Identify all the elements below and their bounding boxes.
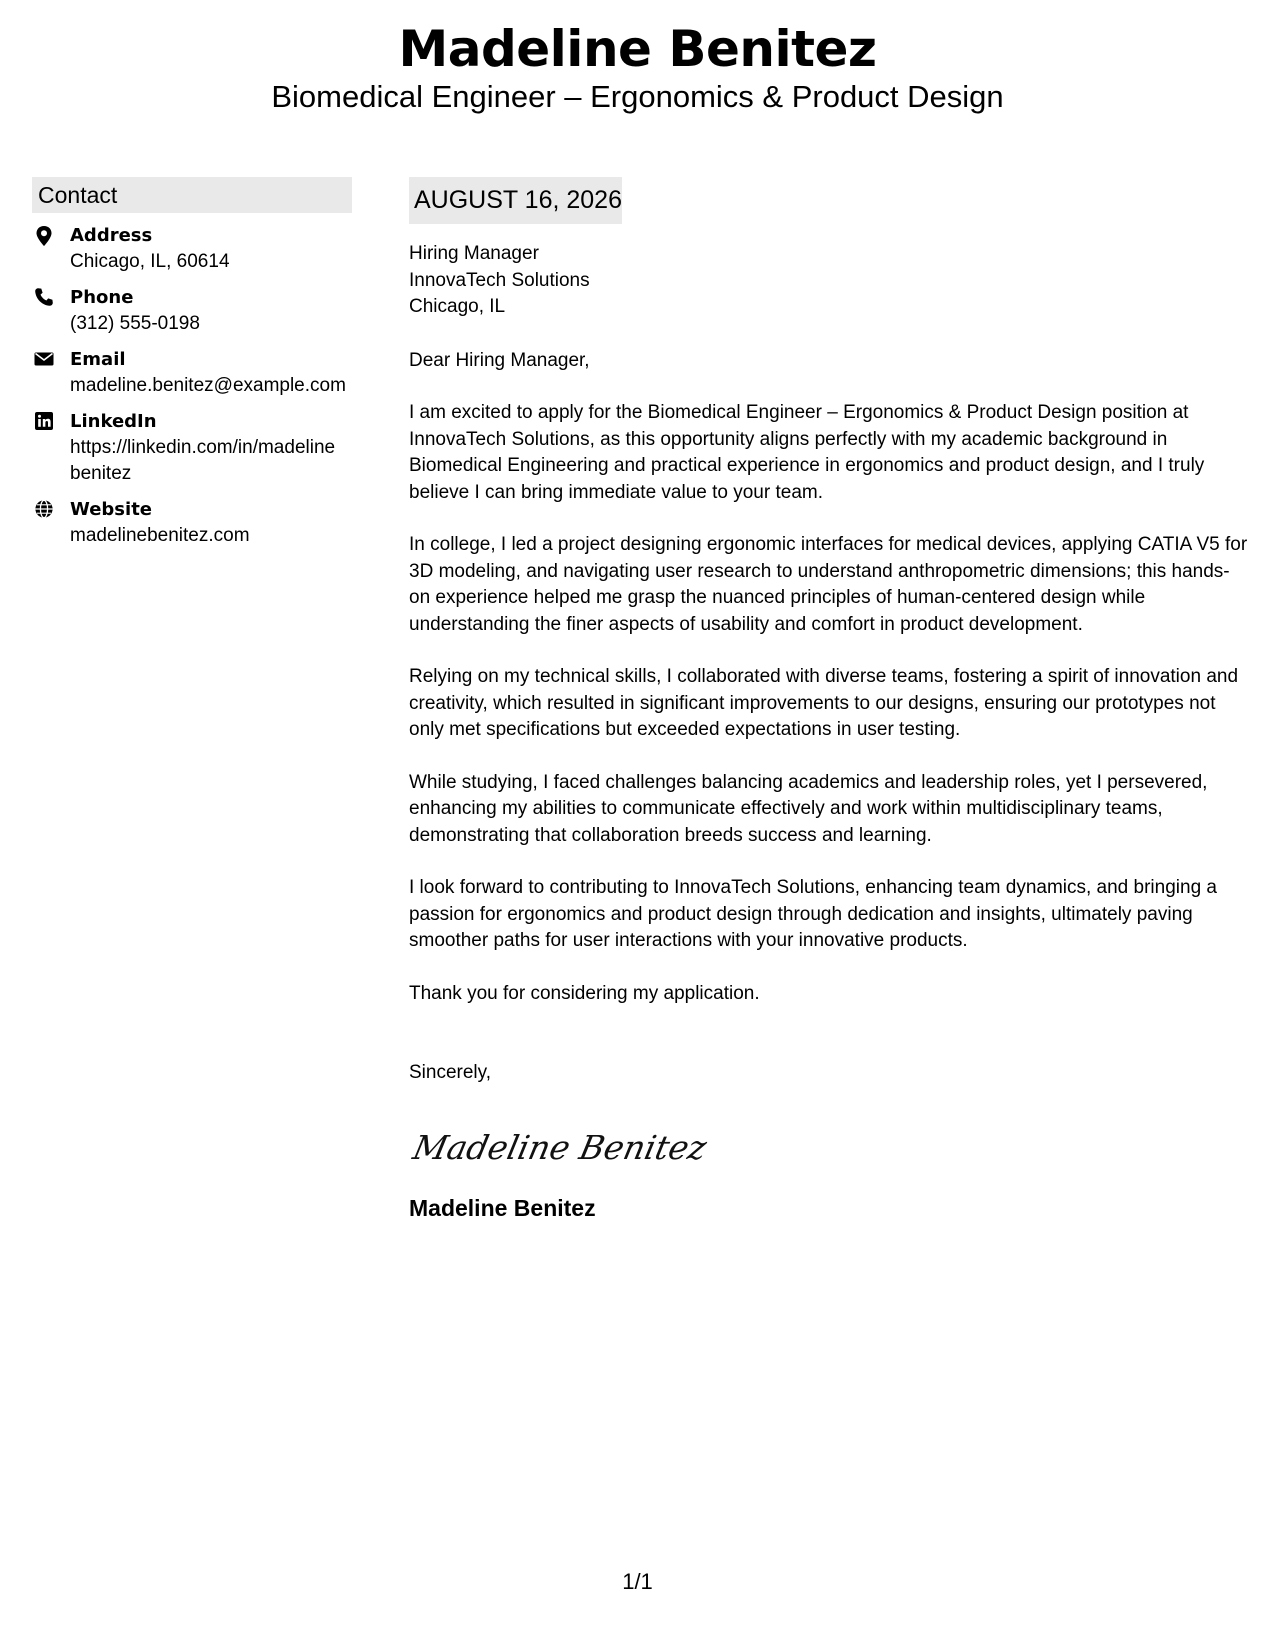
linkedin-value[interactable]: https://linkedin.com/in/madeline​benitez: [70, 437, 336, 484]
recipient-block: [409, 241, 1249, 321]
contact-label: Phone: [70, 287, 134, 308]
contact-heading: Contact: [32, 177, 352, 213]
contact-label: Address: [70, 225, 153, 246]
letter-paragraph: Thank you for considering my application.: [409, 982, 760, 1004]
email-value[interactable]: madeline.benitez@example.com: [70, 375, 346, 396]
address-value: Chicago, IL, 60614: [70, 251, 230, 272]
letter-paragraph: I am excited to apply for the Biomedical Engineer – Ergonomics & Product Design position at InnovaTech Solutions, as this opportunity aligns perfectly with my academic background in Biomedical Engineering and practical experience in ergonomics and product design, and I truly believe I can bring immediate value to your team.: [409, 402, 1205, 503]
contact-label: LinkedIn: [70, 411, 157, 432]
contact-item-linkedin: [32, 409, 352, 487]
map-pin-icon: [34, 225, 54, 245]
contact-item-address: [32, 223, 352, 275]
applicant-name: Madeline Benitez: [398, 20, 877, 78]
letter-paragraph: Relying on my technical skills, I collaborated with diverse teams, fostering a spirit of innovation and creativity, which resulted in significant improvements to our designs, ensuring our prototypes not only met specifications but exceeded expectations in user testing.: [409, 666, 1239, 740]
handwritten-signature: [409, 1123, 1249, 1173]
contact-label: Website: [70, 499, 153, 520]
contact-item-email: [32, 347, 352, 399]
letter-paragraph: In college, I led a project designing ergonomic interfaces for medical devices, applying CATIA V5 for 3D modeling, and navigating user research to understand anthropometric dimensions; this hands-on experience helped me grasp the nuanced principles of human-centered design while understanding the finer aspects of usability and comfort in product development.: [409, 534, 1248, 635]
signed-name: Madeline Benitez: [409, 1194, 596, 1221]
contact-list: [32, 223, 352, 549]
phone-value: (312) 555-0198: [70, 313, 200, 334]
page-number: 1/1: [622, 1569, 653, 1594]
recipient-line: Hiring Manager: [409, 243, 539, 264]
letter-paragraph: While studying, I faced challenges balancing academics and leadership roles, yet I persevered, enhancing my abilities to communicate effectively and work within multidisciplinary teams, demonstrating that collaboration breeds success and learning.: [409, 771, 1208, 846]
letter-body: [409, 177, 1249, 1223]
globe-icon: [34, 499, 54, 519]
signature-text: Madeline Benitez: [409, 1127, 711, 1167]
contact-item-website: [32, 497, 352, 549]
contact-sidebar: [32, 177, 352, 559]
linkedin-icon: [34, 411, 54, 431]
contact-item-phone: [32, 285, 352, 337]
envelope-icon: [34, 349, 54, 369]
applicant-title: Biomedical Engineer – Ergonomics & Product Design: [271, 79, 1004, 114]
salutation: Dear Hiring Manager,: [409, 349, 590, 371]
recipient-line: Chicago, IL: [409, 296, 506, 317]
website-value[interactable]: madelinebenitez.com: [70, 525, 250, 546]
recipient-line: InnovaTech Solutions: [409, 269, 590, 291]
closing: Sincerely,: [409, 1062, 492, 1083]
letter-header: [0, 18, 1275, 116]
letter-paragraph: I look forward to contributing to InnovaTech Solutions, enhancing team dynamics, and bringing a passion for ergonomics and product design through dedication and insights, ultimately paving smoother paths for user interactions with your innovative products.: [409, 877, 1217, 951]
contact-label: Email: [70, 349, 126, 370]
letter-date: AUGUST 16, 2026: [409, 177, 622, 224]
phone-icon: [34, 287, 54, 307]
